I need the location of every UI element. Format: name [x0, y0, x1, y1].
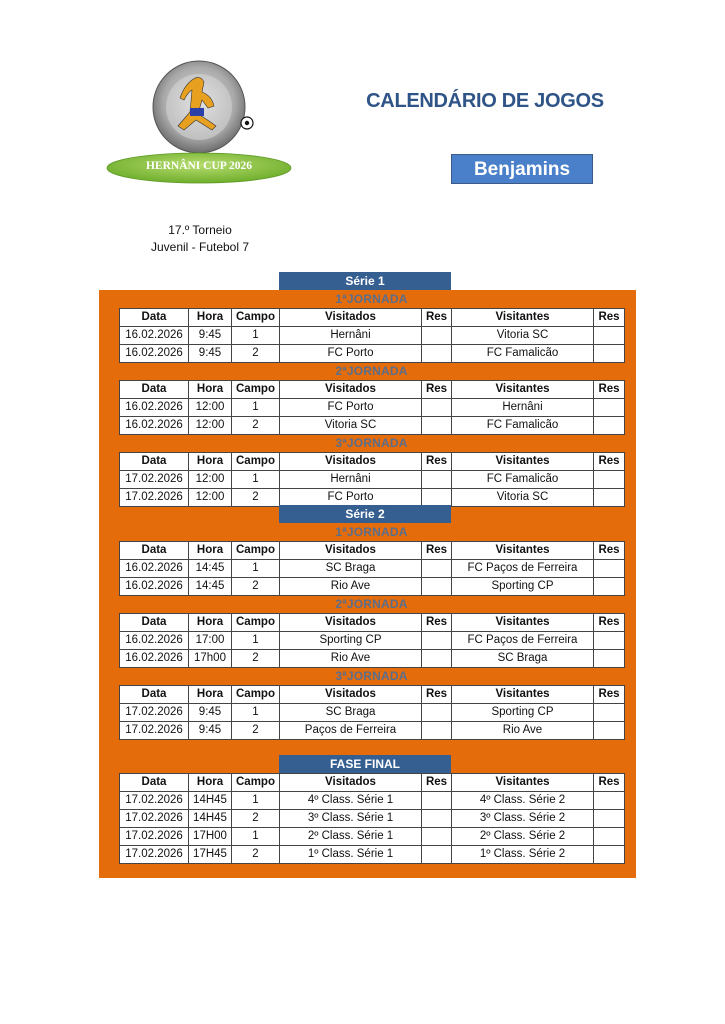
- cell-date: 16.02.2026: [120, 560, 189, 578]
- cell-home-score: [422, 399, 452, 417]
- jornada-header: 2ªJORNADA: [335, 364, 408, 378]
- cell-home-team: 4º Class. Série 1: [280, 792, 422, 810]
- cell-date: 16.02.2026: [120, 632, 189, 650]
- column-header-away-team: Visitantes: [452, 309, 594, 327]
- cell-home-score: [422, 704, 452, 722]
- cell-away-score: [594, 578, 625, 596]
- table-row: [120, 704, 625, 722]
- table-row: [120, 471, 625, 489]
- column-header-home-team: Visitados: [280, 614, 422, 632]
- cell-away-team: Sporting CP: [452, 578, 594, 596]
- cell-away-team: SC Braga: [452, 650, 594, 668]
- cell-home-score: [422, 560, 452, 578]
- cell-away-score: [594, 828, 625, 846]
- cell-home-team: FC Porto: [280, 345, 422, 363]
- jornada-header: 1ªJORNADA: [335, 292, 408, 306]
- column-header-date: Data: [120, 614, 189, 632]
- cell-home-score: [422, 810, 452, 828]
- column-header-home-team: Visitados: [280, 686, 422, 704]
- cell-date: 17.02.2026: [120, 810, 189, 828]
- cell-date: 17.02.2026: [120, 792, 189, 810]
- column-header-away-score: Res: [594, 614, 625, 632]
- column-header-home-score: Res: [422, 542, 452, 560]
- cell-field: 2: [232, 345, 280, 363]
- cell-date: 16.02.2026: [120, 417, 189, 435]
- cell-away-score: [594, 810, 625, 828]
- cell-away-score: [594, 722, 625, 740]
- cell-home-team: SC Braga: [280, 560, 422, 578]
- cell-time: 14:45: [189, 560, 232, 578]
- cell-field: 1: [232, 632, 280, 650]
- cell-home-score: [422, 417, 452, 435]
- table-row: [120, 417, 625, 435]
- column-header-home-team: Visitados: [280, 453, 422, 471]
- games-table: [119, 380, 625, 435]
- cell-field: 2: [232, 578, 280, 596]
- category-badge: Benjamins: [451, 154, 593, 184]
- column-header-date: Data: [120, 453, 189, 471]
- cell-away-team: FC Famalicão: [452, 417, 594, 435]
- cell-field: 2: [232, 846, 280, 864]
- serie-1-header: Série 1: [279, 272, 451, 290]
- cell-date: 17.02.2026: [120, 846, 189, 864]
- column-header-home-score: Res: [422, 453, 452, 471]
- column-header-date: Data: [120, 381, 189, 399]
- column-header-date: Data: [120, 309, 189, 327]
- column-header-away-score: Res: [594, 686, 625, 704]
- column-header-away-team: Visitantes: [452, 381, 594, 399]
- column-header-home-score: Res: [422, 309, 452, 327]
- tournament-subtitle: [130, 222, 270, 256]
- cell-home-score: [422, 828, 452, 846]
- cell-away-team: 3º Class. Série 2: [452, 810, 594, 828]
- cell-field: 1: [232, 792, 280, 810]
- cell-date: 17.02.2026: [120, 722, 189, 740]
- cell-home-team: Paços de Ferreira: [280, 722, 422, 740]
- table-row: [120, 650, 625, 668]
- cell-field: 1: [232, 471, 280, 489]
- cell-home-team: 1º Class. Série 1: [280, 846, 422, 864]
- column-header-field: Campo: [232, 686, 280, 704]
- games-table: [119, 308, 625, 363]
- cell-away-score: [594, 417, 625, 435]
- column-header-field: Campo: [232, 453, 280, 471]
- games-table: [119, 452, 625, 507]
- cell-away-team: Vitoria SC: [452, 327, 594, 345]
- cell-time: 14H45: [189, 810, 232, 828]
- cell-time: 17:00: [189, 632, 232, 650]
- cell-away-score: [594, 489, 625, 507]
- final-games-table: [119, 773, 625, 864]
- column-header-away-score: Res: [594, 381, 625, 399]
- cell-time: 17H45: [189, 846, 232, 864]
- cell-home-score: [422, 578, 452, 596]
- cell-date: 16.02.2026: [120, 578, 189, 596]
- cell-away-team: 4º Class. Série 2: [452, 792, 594, 810]
- page-title: CALENDÁRIO DE JOGOS: [366, 90, 604, 112]
- column-header-away-team: Visitantes: [452, 453, 594, 471]
- cell-home-team: Vitoria SC: [280, 417, 422, 435]
- cell-home-team: Hernâni: [280, 327, 422, 345]
- table-header-row: [120, 309, 625, 327]
- table-row: [120, 792, 625, 810]
- cell-home-team: Rio Ave: [280, 650, 422, 668]
- cell-away-score: [594, 846, 625, 864]
- games-table: [119, 685, 625, 740]
- column-header-time: Hora: [189, 614, 232, 632]
- cell-home-team: Rio Ave: [280, 578, 422, 596]
- cell-field: 2: [232, 489, 280, 507]
- column-header-time: Hora: [189, 309, 232, 327]
- table-header-row: [120, 686, 625, 704]
- column-header-away-score: Res: [594, 309, 625, 327]
- cell-home-team: 3º Class. Série 1: [280, 810, 422, 828]
- cell-home-team: Hernâni: [280, 471, 422, 489]
- final-phase-header: FASE FINAL: [279, 755, 451, 773]
- cell-date: 16.02.2026: [120, 327, 189, 345]
- cell-field: 2: [232, 722, 280, 740]
- cell-away-team: FC Paços de Ferreira: [452, 632, 594, 650]
- cell-field: 1: [232, 560, 280, 578]
- cell-away-team: Hernâni: [452, 399, 594, 417]
- cell-home-team: Sporting CP: [280, 632, 422, 650]
- table-row: [120, 327, 625, 345]
- column-header-home-team: Visitados: [280, 309, 422, 327]
- cell-away-score: [594, 471, 625, 489]
- cell-date: 16.02.2026: [120, 345, 189, 363]
- cell-date: 17.02.2026: [120, 471, 189, 489]
- cell-away-score: [594, 704, 625, 722]
- cell-date: 16.02.2026: [120, 650, 189, 668]
- cell-away-score: [594, 650, 625, 668]
- column-header-field: Campo: [232, 542, 280, 560]
- cell-home-score: [422, 345, 452, 363]
- cell-field: 1: [232, 327, 280, 345]
- column-header-away-team: Visitantes: [452, 686, 594, 704]
- cell-away-team: FC Paços de Ferreira: [452, 560, 594, 578]
- column-header-home-score: Res: [422, 686, 452, 704]
- tournament-logo: [104, 60, 294, 190]
- cell-time: 9:45: [189, 345, 232, 363]
- table-row: [120, 489, 625, 507]
- cell-away-score: [594, 792, 625, 810]
- cell-time: 12:00: [189, 489, 232, 507]
- cell-home-score: [422, 650, 452, 668]
- column-header-time: Hora: [189, 542, 232, 560]
- jornada-header: 3ªJORNADA: [335, 669, 408, 683]
- cell-time: 14:45: [189, 578, 232, 596]
- cell-time: 9:45: [189, 722, 232, 740]
- cell-field: 2: [232, 417, 280, 435]
- cell-away-team: FC Famalicão: [452, 471, 594, 489]
- cell-away-score: [594, 399, 625, 417]
- cell-date: 17.02.2026: [120, 489, 189, 507]
- cell-time: 17H00: [189, 828, 232, 846]
- cell-away-team: FC Famalicão: [452, 345, 594, 363]
- column-header-away-score: Res: [594, 453, 625, 471]
- table-header-row: [120, 381, 625, 399]
- subtitle-line-1: 17.º Torneio: [168, 223, 232, 237]
- table-row: [120, 560, 625, 578]
- column-header-away-score: Res: [594, 774, 625, 792]
- cell-time: 17h00: [189, 650, 232, 668]
- table-row: [120, 846, 625, 864]
- column-header-away-score: Res: [594, 542, 625, 560]
- cell-home-score: [422, 489, 452, 507]
- serie-2-header: Série 2: [279, 505, 451, 523]
- cell-field: 1: [232, 828, 280, 846]
- table-row: [120, 345, 625, 363]
- cell-home-team: FC Porto: [280, 489, 422, 507]
- column-header-time: Hora: [189, 453, 232, 471]
- cell-time: 12:00: [189, 471, 232, 489]
- column-header-time: Hora: [189, 686, 232, 704]
- column-header-date: Data: [120, 542, 189, 560]
- jornada-header: 2ªJORNADA: [335, 597, 408, 611]
- table-row: [120, 578, 625, 596]
- cell-home-score: [422, 632, 452, 650]
- column-header-field: Campo: [232, 381, 280, 399]
- cell-home-score: [422, 327, 452, 345]
- table-row: [120, 632, 625, 650]
- cell-home-score: [422, 846, 452, 864]
- cell-field: 2: [232, 650, 280, 668]
- cell-field: 1: [232, 399, 280, 417]
- column-header-home-team: Visitados: [280, 774, 422, 792]
- column-header-home-score: Res: [422, 614, 452, 632]
- column-header-home-score: Res: [422, 381, 452, 399]
- cell-home-score: [422, 471, 452, 489]
- cell-home-team: FC Porto: [280, 399, 422, 417]
- column-header-time: Hora: [189, 774, 232, 792]
- table-row: [120, 828, 625, 846]
- cell-date: 17.02.2026: [120, 704, 189, 722]
- cell-time: 9:45: [189, 327, 232, 345]
- cell-away-score: [594, 327, 625, 345]
- table-header-row: [120, 453, 625, 471]
- cell-away-score: [594, 345, 625, 363]
- cell-away-score: [594, 632, 625, 650]
- column-header-time: Hora: [189, 381, 232, 399]
- table-row: [120, 810, 625, 828]
- cell-time: 9:45: [189, 704, 232, 722]
- cell-date: 17.02.2026: [120, 828, 189, 846]
- table-row: [120, 399, 625, 417]
- column-header-home-score: Res: [422, 774, 452, 792]
- subtitle-line-2: Juvenil - Futebol 7: [150, 240, 250, 254]
- table-header-row: [120, 542, 625, 560]
- column-header-home-team: Visitados: [280, 542, 422, 560]
- cell-away-score: [594, 560, 625, 578]
- jornada-header: 1ªJORNADA: [335, 525, 408, 539]
- cell-home-score: [422, 722, 452, 740]
- column-header-home-team: Visitados: [280, 381, 422, 399]
- cell-home-score: [422, 792, 452, 810]
- table-header-row: [120, 774, 625, 792]
- column-header-field: Campo: [232, 774, 280, 792]
- cell-away-team: Rio Ave: [452, 722, 594, 740]
- column-header-away-team: Visitantes: [452, 614, 594, 632]
- column-header-date: Data: [120, 686, 189, 704]
- column-header-away-team: Visitantes: [452, 542, 594, 560]
- column-header-away-team: Visitantes: [452, 774, 594, 792]
- cell-home-team: SC Braga: [280, 704, 422, 722]
- cell-time: 12:00: [189, 399, 232, 417]
- table-header-row: [120, 614, 625, 632]
- cell-away-team: Vitoria SC: [452, 489, 594, 507]
- cell-away-team: 1º Class. Série 2: [452, 846, 594, 864]
- jornada-header: 3ªJORNADA: [335, 436, 408, 450]
- cell-date: 16.02.2026: [120, 399, 189, 417]
- logo-ellipse-text: HERNÂNI CUP 2026: [145, 160, 253, 172]
- cell-time: 12:00: [189, 417, 232, 435]
- column-header-field: Campo: [232, 614, 280, 632]
- column-header-field: Campo: [232, 309, 280, 327]
- cell-field: 2: [232, 810, 280, 828]
- games-table: [119, 613, 625, 668]
- column-header-date: Data: [120, 774, 189, 792]
- table-row: [120, 722, 625, 740]
- cell-away-team: 2º Class. Série 2: [452, 828, 594, 846]
- cell-field: 1: [232, 704, 280, 722]
- cell-time: 14H45: [189, 792, 232, 810]
- cell-home-team: 2º Class. Série 1: [280, 828, 422, 846]
- cell-away-team: Sporting CP: [452, 704, 594, 722]
- games-table: [119, 541, 625, 596]
